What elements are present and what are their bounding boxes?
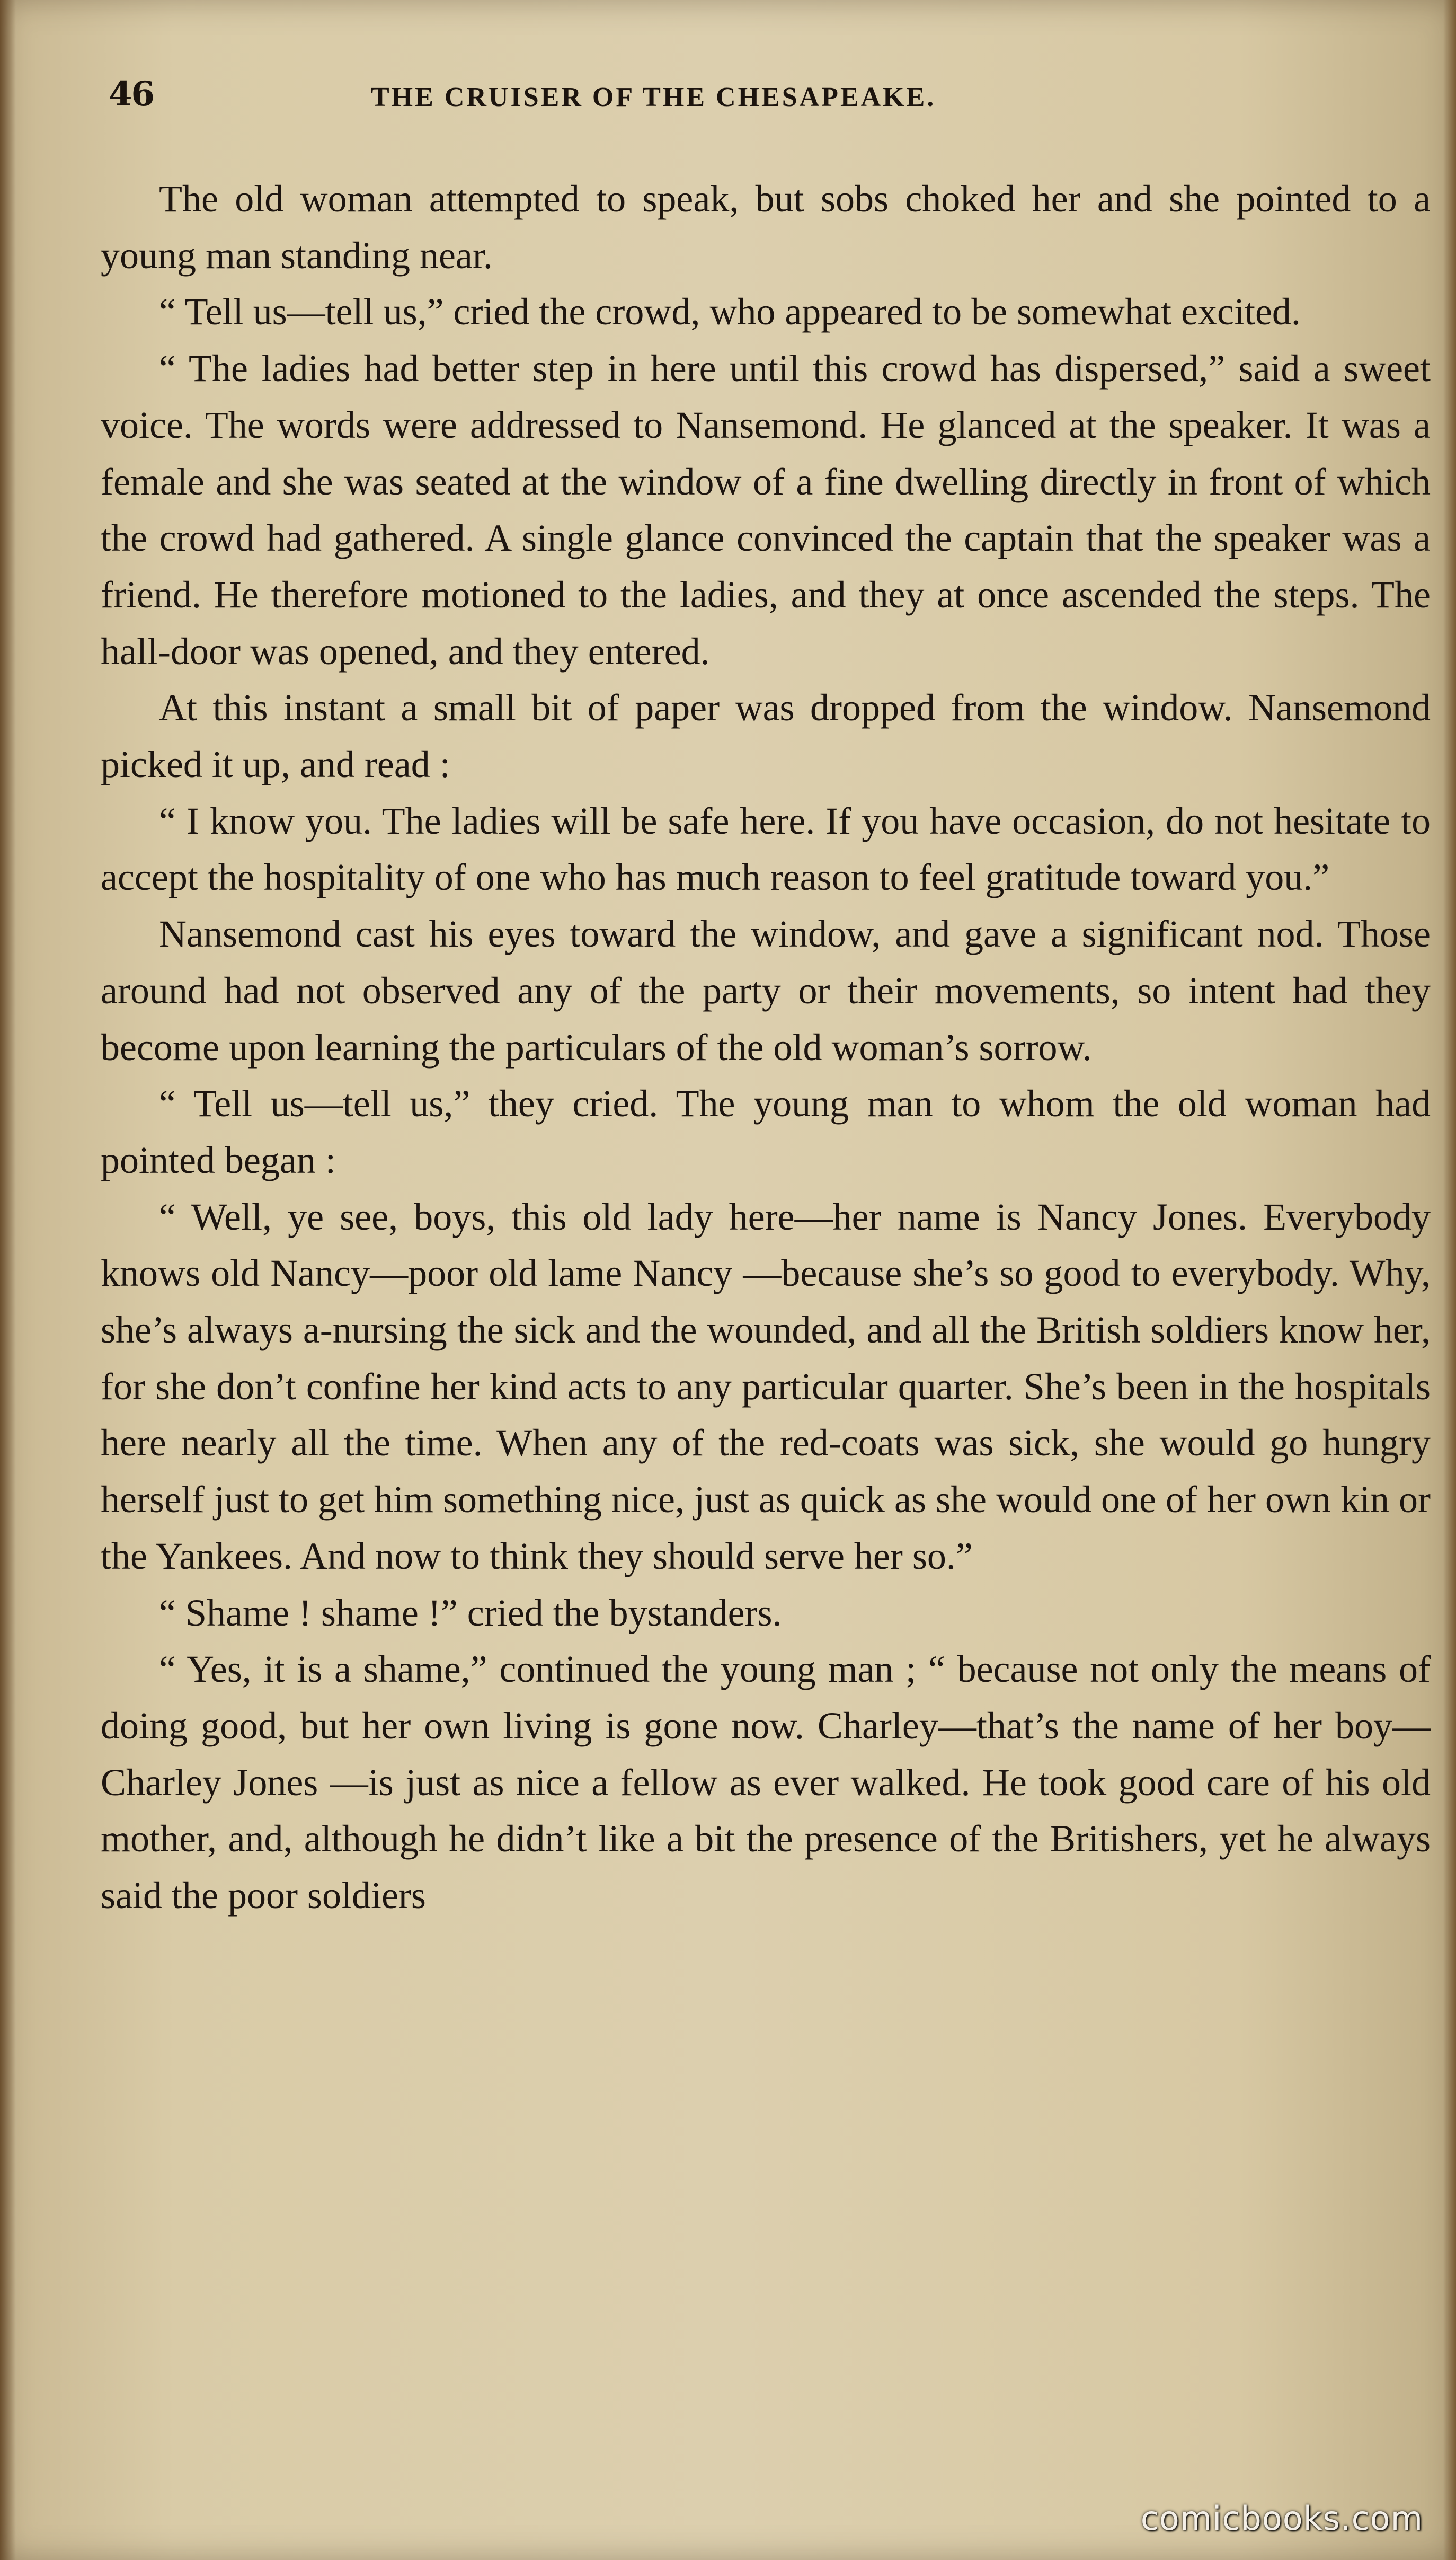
page-header (0, 74, 1456, 122)
paragraph: The old woman attempted to speak, but sobs choked her and she pointed to a young man standing near. (101, 178, 1431, 277)
paragraph: “ Tell us—tell us,” they cried. The young man to whom the old woman had pointed began : (101, 1082, 1431, 1181)
watermark: comicbooks.com (1140, 2499, 1423, 2538)
paragraph: At this instant a small bit of paper was dropped from the window. Nansemond picked it up, and read : (101, 686, 1431, 786)
page-number: 46 (109, 74, 154, 114)
paragraph: “ I know you. The ladies will be safe here. If you have occasion, do not hesitate to accept the hospitality of one who has much reason to feel gratitude toward you.” (101, 799, 1431, 899)
paragraph: “ The ladies had better step in here until this crowd has dispersed,” said a sweet voice. The words were addressed to Nansemond. He glanced at the speaker. It was a female and she was seated at the window of a fine dwelling directly in front of which the crowd had gathered. A single glance convinced the captain that the speaker was a friend. He therefore motioned to the ladies, and they at once ascended the steps. The hall-door was opened, and they entered. (101, 347, 1431, 673)
paragraph: “ Shame ! shame !” cried the bystanders. (159, 1591, 782, 1634)
paragraph: “ Yes, it is a shame,” continued the young man ; “ because not only the means of doing good, but her own living is gone now. Charley—that’s the name of her boy—Charley Jones —is just as nice a fellow as ever walked. He took good care of his old mother, and, although he didn’t like a bit the presence of the Britishers, yet he always said the poor soldiers (101, 1648, 1431, 1917)
body-text (101, 171, 1431, 1924)
running-title: THE CRUISER OF THE CHESAPEAKE. (371, 82, 936, 112)
page-edge-shadow-right (1443, 0, 1456, 2560)
paragraph: “ Tell us—tell us,” cried the crowd, who appeared to be somewhat excited. (159, 290, 1301, 333)
page-edge-shadow-left (0, 0, 16, 2560)
paragraph: Nansemond cast his eyes toward the window, and gave a significant nod. Those around had not observed any of the party or their movements, so intent had they become upon learning the particulars of the old woman’s sorrow. (101, 913, 1431, 1069)
paragraph: “ Well, ye see, boys, this old lady here—her name is Nancy Jones. Everybody knows old Nancy—poor old lame Nancy —because she’s so good to everybody. Why, she’s always a-nursing the sick and the wounded, and all the British soldiers know her, for she don’t confine her kind acts to any particular quarter. She’s been in the hospitals here nearly all the time. When any of the red-coats was sick, she would go hungry herself just to get him something nice, just as quick as she would one of her own kin or the Yankees. And now to think they should serve her so.” (101, 1195, 1431, 1577)
